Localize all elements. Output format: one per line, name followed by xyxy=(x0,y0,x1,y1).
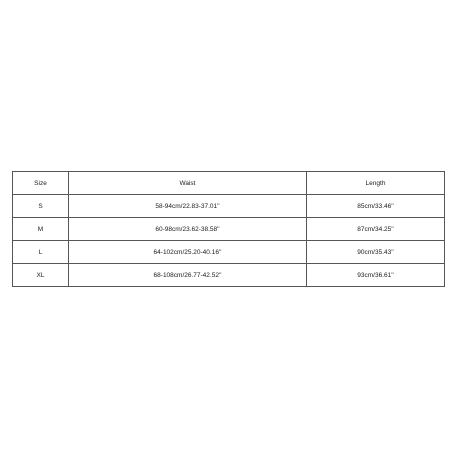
table-body xyxy=(13,195,445,287)
size-cell: XL xyxy=(13,264,69,287)
table-row xyxy=(13,264,445,287)
table-row xyxy=(13,218,445,241)
table-header xyxy=(13,172,445,195)
waist-cell: 58-94cm/22.83-37.01'' xyxy=(69,195,307,218)
waist-cell: 60-98cm/23.62-38.58'' xyxy=(69,218,307,241)
header-row xyxy=(13,172,445,195)
table-row xyxy=(13,241,445,264)
header-size: Size xyxy=(13,172,69,195)
waist-cell: 64-102cm/25.20-40.16'' xyxy=(69,241,307,264)
length-cell: 85cm/33.46'' xyxy=(307,195,445,218)
header-length: Length xyxy=(307,172,445,195)
size-cell: S xyxy=(13,195,69,218)
table-row xyxy=(13,195,445,218)
header-waist: Waist xyxy=(69,172,307,195)
size-cell: M xyxy=(13,218,69,241)
waist-cell: 68-108cm/26.77-42.52'' xyxy=(69,264,307,287)
size-chart-table xyxy=(12,171,445,287)
size-cell: L xyxy=(13,241,69,264)
length-cell: 90cm/35.43'' xyxy=(307,241,445,264)
length-cell: 93cm/36.61'' xyxy=(307,264,445,287)
length-cell: 87cm/34.25'' xyxy=(307,218,445,241)
